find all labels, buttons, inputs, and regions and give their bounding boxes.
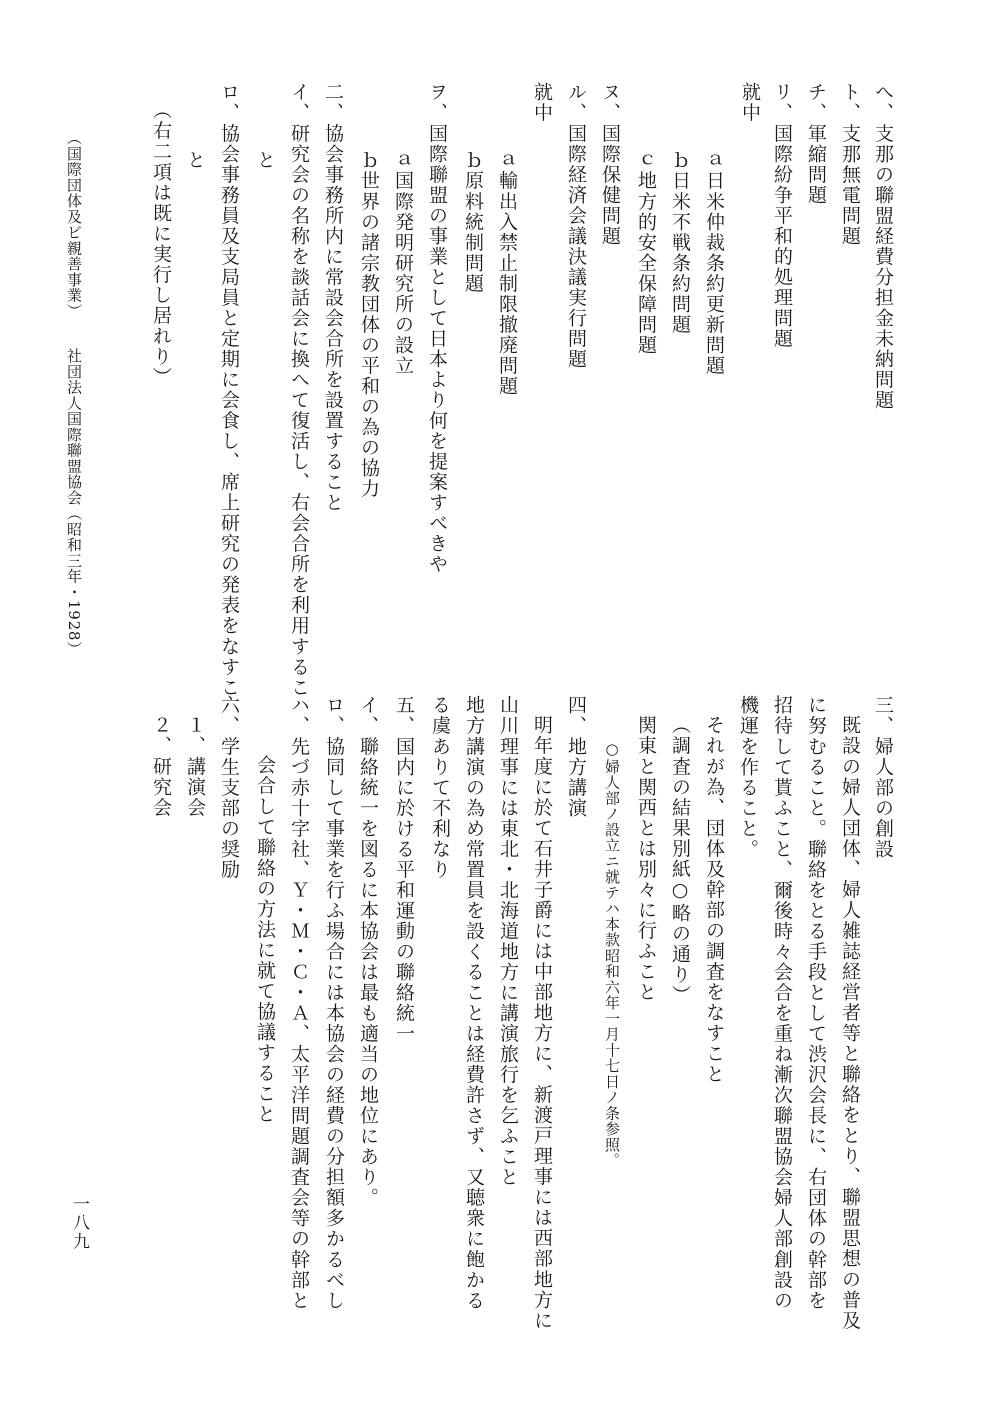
lower-item-ro: ロ、協同して事業を行ふ場合には本協会の経費の分担額多かるべし	[323, 695, 345, 1311]
lower-para-1-line-4: 機運を作ること。	[737, 695, 759, 860]
upper-section-ni: 二、協会事務所内に常設会合所を設置すること	[322, 82, 344, 513]
lower-para-5-line-1: 地方講演の為め常置員を設くることは経費許さず、又聴衆に飽かる	[463, 695, 485, 1311]
upper-subhead-tokuni-2: 就中	[531, 82, 553, 124]
upper-subitem-a2: ａ輸出入禁止制限撤廃問題	[496, 150, 518, 397]
lower-item-ha-cont: 会合して聯絡の方法に就て協議すること	[254, 755, 276, 1125]
upper-item-nu: ヌ、国際保健問題	[599, 82, 621, 247]
lower-item-ha: ハ、先づ赤十字社、Ｙ・Ｍ・Ｃ・Ａ、太平洋問題調査会等の幹部と	[288, 695, 310, 1311]
lower-para-1-line-2: に努むること。聯絡をとる手段として渋沢会長に、右団体の幹部を	[805, 695, 827, 1311]
lower-para-1-line-3: 招待して貰ふこと、爾後時々会合を重ね漸次聯盟協会婦人部創設の	[771, 695, 793, 1311]
upper-subitem-a3: ａ国際発明研究所の設立	[392, 150, 414, 376]
upper-item-ri: リ、国際紛争平和的処理問題	[771, 82, 793, 349]
upper-subhead-tokuni-1: 就中	[739, 82, 761, 124]
lower-para-1-line-1: 既設の婦人団体、婦人雑誌経営者等と聯絡をとり、聯盟思想の普及	[839, 715, 861, 1331]
running-head-source: 社団法人国際聯盟協会（昭和三年・1928）	[65, 348, 83, 657]
upper-item-to: ト、支那無電問題	[839, 82, 861, 247]
page-number: 一八九	[69, 1195, 89, 1252]
upper-subitem-a: ａ日米仲裁条約更新問題	[703, 150, 725, 376]
lower-para-2-note: （調査の結果別紙○略の通り）	[669, 715, 691, 1006]
lower-item-1: １、講演会	[184, 715, 206, 818]
lower-para-3: 関東と関西とは別々に行ふこと	[635, 715, 657, 1003]
upper-item-i-cont: と	[254, 150, 276, 171]
upper-item-ro-cont: と	[184, 150, 206, 171]
upper-item-wo: ヲ、国際聯盟の事業として日本より何を提案すべきや	[426, 82, 448, 575]
upper-subitem-b: ｂ日米不戦条約問題	[669, 150, 691, 335]
lower-section-yon: 四、地方講演	[565, 695, 587, 819]
lower-para-2: それが為、団体及幹部の調査をなすこと	[703, 715, 725, 1085]
lower-para-4-line-1: 明年度に於て石井子爵には中部地方に、新渡戸理事には西部地方に	[531, 715, 553, 1331]
upper-note-implemented: （右二項は既に実行し居れり）	[150, 100, 172, 388]
lower-item-2: ２、研究会	[150, 715, 172, 818]
running-head-section: （国際団体及ビ親善事業）	[65, 130, 83, 319]
upper-item-i: イ、研究会の名称を談話会に換へて復活し、右会合所を利用するこ	[288, 82, 310, 698]
lower-para-4-line-2: 山川理事には東北・北海道地方に講演旅行を乞ふこと	[497, 695, 519, 1188]
upper-subitem-b2: ｂ原料統制問題	[462, 150, 484, 294]
lower-para-5-line-2: る虞ありて不利なり	[429, 695, 451, 880]
upper-subitem-b3: ｂ世界の諸宗教団体の平和の為の協力	[358, 150, 380, 499]
lower-section-go: 五、国内に於ける平和運動の聯絡統一	[393, 695, 415, 1044]
upper-item-chi: チ、軍縮問題	[805, 82, 827, 206]
upper-item-he: へ、支那の聯盟経費分担金未納問題	[872, 82, 894, 411]
lower-editor-note: ○婦人部ノ設立ニ就テハ本款昭和六年一月十七日ノ条参照。	[603, 740, 621, 1169]
upper-subitem-c: ｃ地方的安全保障問題	[635, 150, 657, 356]
upper-item-ru: ル、国際経済会議決議実行問題	[565, 82, 587, 370]
lower-section-san: 三、婦人部の創設	[872, 695, 894, 860]
lower-section-roku: 六、学生支部の奨励	[218, 695, 240, 880]
lower-item-i: イ、聯絡統一を図るに本協会は最も適当の地位にあり。	[357, 695, 379, 1208]
upper-item-ro: ロ、協会事務員及支局員と定期に会食し、席上研究の発表をなすこ	[218, 82, 240, 698]
